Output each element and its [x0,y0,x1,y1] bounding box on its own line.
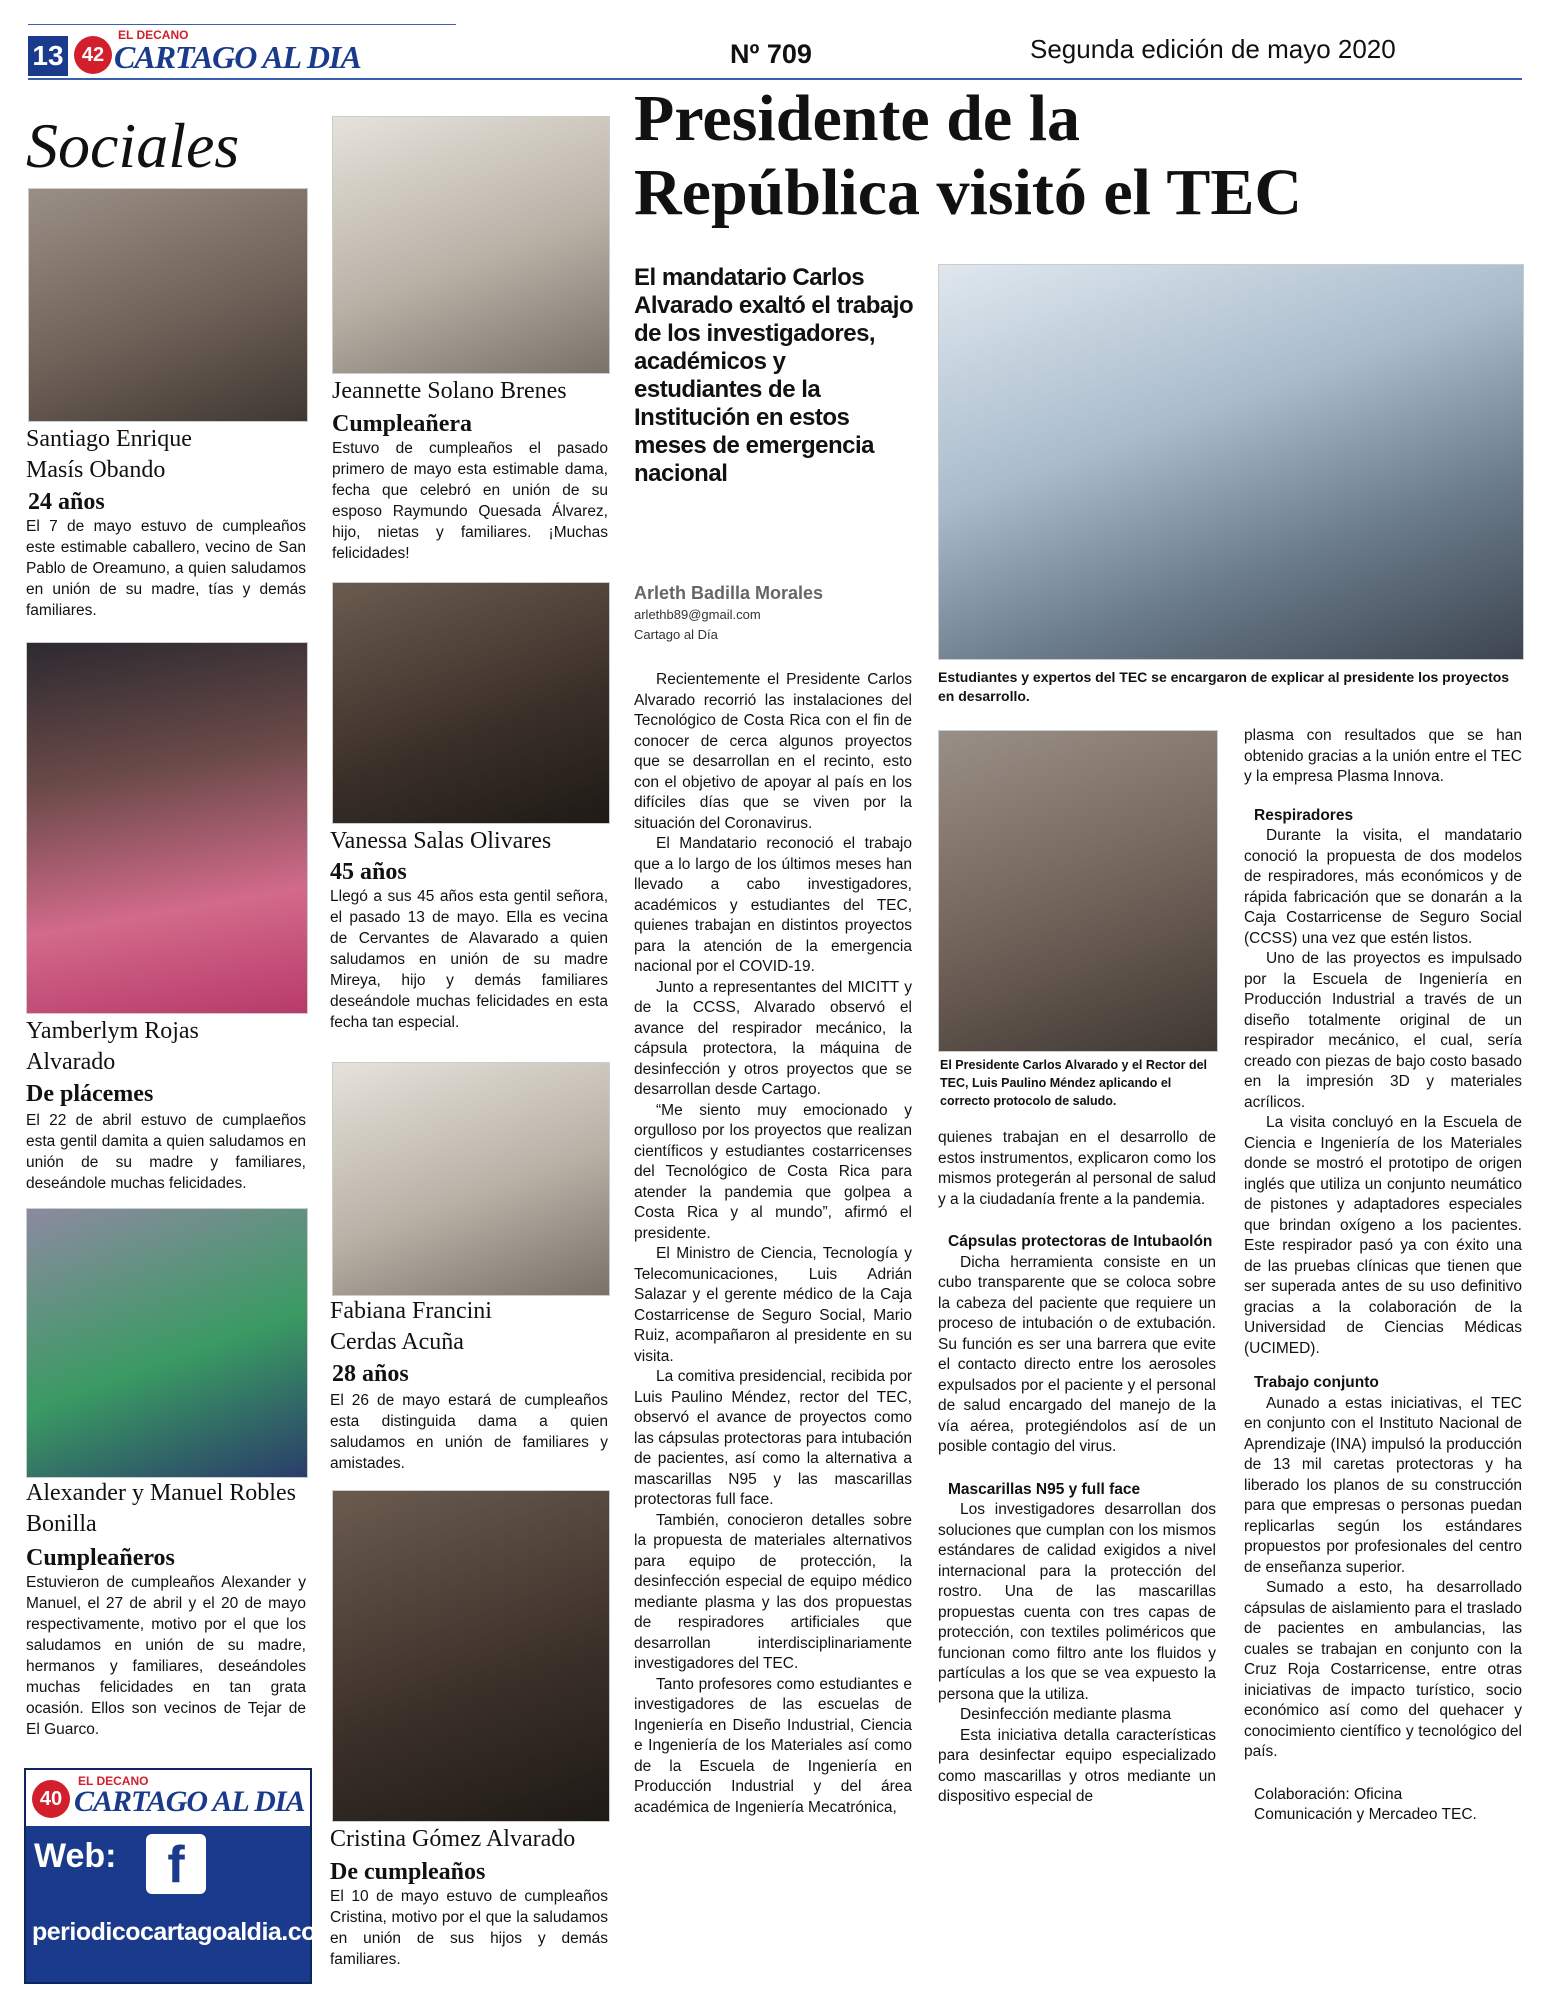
social-text: El 10 de mayo estuvo de cumpleaños Cristina, motivo por el que la saludamos en unión de sus hijos y demás familiares. [330,1888,608,1968]
article-paragraph: Uno de las proyectos es impulsado por la Escuela de Ingeniería en Producción Industrial a través de un diseño totalmente original de un respirador mecánico, el cual, sería creado con piezas de bajo costo basado en la impresión 3D y materiales acrílicos. [1244,950,1522,1111]
article-paragraph: Esta iniciativa detalla características para desinfectar equipo especializado como mascarillas y otros mediante un dispositivo especial de [938,1726,1216,1805]
header-logo[interactable] [74,26,361,78]
social-subtitle: Cumpleañera [332,411,472,437]
facebook-icon[interactable]: f [146,1834,206,1894]
article-col1 [634,670,912,1818]
headline [634,82,1534,230]
issue-number: Nº 709 [730,39,812,69]
author-outlet: Cartago al Día [634,627,718,642]
article-paragraph: Junto a representantes del MICITT y de la CCSS, Alvarado observó el avance del respirador mecánico, la cápsula protectora, la máquina de desinfección y otros proyectos que se desarrollan desde Cartago. [634,978,912,1098]
section-title: Sociales [26,110,240,181]
photo-robles [26,1208,308,1478]
headline-line2: República visitó el TEC [634,156,1303,229]
photo-fabiana [332,1062,610,1296]
social-name: Alexander y Manuel Robles Bonilla [26,1480,296,1537]
promo-box[interactable] [24,1768,338,1984]
photo-lab-visit [938,264,1524,660]
article-paragraph: También, conocieron detalles sobre la propuesta de materiales alternativos para equipo de protección, la desinfección especial de equipo médico mediante plasma y las dos propuestas de respiradores artificiales que desarrollan interdisciplinariamente investigadores del TEC. [634,1511,912,1672]
section-heading: Mascarillas N95 y full face [948,1480,1141,1498]
social-subtitle: 24 años [28,489,105,515]
caption-mid: El Presidente Carlos Alvarado y el Rector del TEC, Luis Paulino Méndez aplicando el correcto protocolo de saludo. [940,1058,1207,1108]
headline-line1: Presidente de la [634,82,1081,155]
social-name: Yamberlym Rojas Alvarado [26,1018,199,1075]
photo-elbow-greeting [938,730,1218,1052]
social-name: Santiago Enrique Masís Obando [26,426,192,483]
promo-small: EL DECANO [78,1774,149,1788]
author-email: arlethb89@gmail.com [634,607,761,622]
article-paragraph: El Ministro de Ciencia, Tecnología y Telecomunicaciones, Luis Adrián Salazar y el gerente médico de la Caja Costarricense de Seguro Social, Mario Ruiz, acompañaron al presidente en su visita. [634,1245,912,1365]
photo-cristina [332,1490,610,1822]
section-heading: Cápsulas protectoras de Intubaolón [948,1233,1213,1250]
article-paragraph: La comitiva presidencial, recibida por Luis Paulino Méndez, rector del TEC, observó el avance de proyectos como las cápsulas protectoras para intubación de pacientes, así como la alternativa a mascarillas N95 y las mascarillas protectoras full face. [634,1368,912,1508]
article-paragraph: Aunado a estas iniciativas, el TEC en conjunto con el Instituto Nacional de Aprendizaje (INA) impulsó la producción de 13 mil caretas protectoras y ha liberado los planos de su construcción para que empresas o personas puedan replicarlas según los estándares propuestos por profesionales del centro de enseñanza superior. [1244,1394,1522,1576]
article-paragraph: Durante la visita, el mandatario conoció la propuesta de dos modelos de respiradores, más económicos y de rápida fabricación que se donarán a la Caja Costarricense de Seguro Social (CCSS) una vez que estén listos. [1244,827,1522,947]
article-col3 [1244,726,1522,1826]
article-paragraph: La visita concluyó en la Escuela de Ciencia e Ingeniería de los Materiales donde se mostró el prototipo de origen inglés que utiliza un conjunto neumático de pistones y adaptadores especiales que brindan oxígeno a los pacientes. Este respirador pasó ya con éxito una de las pruebas clínicas que tienen que ser superada antes de su uso definitivo gracias a la colaboración de la Universidad de Ciencias Médicas (UCIMED). [1244,1114,1522,1357]
article-paragraph: Sumado a esto, ha desarrollado cápsulas de aislamiento para el traslado de pacientes en ambulancias, las cuales se trabajan en conjunto con la Cruz Roja Costarricense, entre otras iniciativas de impacto turístico, socio económico así como del quehacer y conocimiento científico y tecnológico del país. [1244,1579,1522,1760]
header-rule [28,78,1522,80]
logo-badge: 42 [74,36,112,74]
social-text: Estuvieron de cumpleaños Alexander y Manuel, el 27 de abril y el 20 de mayo respectivamente, motivo por el que los saludamos en unión de su madre, hermanos y familiares, deseándoles muchas felicidades en tan grata ocasión. Ellos son vecinos de Tejar de El Guarco. [26,1574,306,1738]
social-name: Vanessa Salas Olivares [330,828,552,854]
edition-date: Segunda edición de mayo 2020 [1030,34,1396,64]
page-number: 13 [28,36,68,76]
header-rule-short [28,24,456,25]
social-text: Llegó a sus 45 años esta gentil señora, el pasado 13 de mayo. Ella es vecina de Cervantes de Alavarado a quien saludamos en unión de su madre Mireya, hijo y demás familiares deseándole muchas felicidades en esta fecha tan especial. [330,888,608,1031]
section-heading: Respiradores [1254,806,1354,824]
social-name: Fabiana Francini Cerdas Acuña [330,1298,492,1355]
social-name: Cristina Gómez Alvarado [330,1826,576,1852]
credit-line: Colaboración: Oficina [1254,1785,1403,1803]
credit-line: Comunicación y Mercadeo TEC. [1254,1806,1477,1823]
article-paragraph: quienes trabajan en el desarrollo de estos instrumentos, explicaron como los mismos protegerán al personal de salud y a la ciudadanía frente a la pandemia. [938,1129,1216,1208]
photo-jeannette [332,116,610,374]
promo-web-label: Web: [34,1837,117,1875]
credit [1244,1785,1522,1826]
logo-name: CARTAGO AL DIA [114,39,361,75]
social-subtitle: De cumpleaños [330,1859,486,1885]
article-paragraph: Dicha herramienta consiste en un cubo transparente que se coloca sobre la cabeza del paciente que requiere un proceso de intubación o de extubación. Su función es ser una barrera que evite el contacto directo entre los aerosoles expulsados por el paciente y el personal de salud encargado del manejo de la vía aérea, protegiéndolos así de un posible contagio del virus. [938,1253,1216,1455]
promo-badge: 40 [32,1780,70,1818]
photo-santiago [28,188,308,422]
social-subtitle: 28 años [332,1361,409,1387]
article-paragraph: Los investigadores desarrollan dos soluciones que cumplan con los mismos estándares de calidad exigidos a nivel internacional para la protección del rostro. Una de las mascarillas propuestas cuenta con tres capas de protección, con textiles poliméricos que funcionan como filtro ante los fluidos y partículas a los que se vea expuesto la persona que la utiliza. [938,1501,1216,1703]
article-paragraph: Tanto profesores como estudiantes e investigadores de las escuelas de Ingeniería en Diseño Industrial, Ciencia e Ingeniería de los Materiales así como de la Escuela de Ingeniería en Producción Industrial y del área académica de Ingeniería Mecatrónica, [634,1675,912,1816]
article-paragraph: Recientemente el Presidente Carlos Alvarado recorrió las instalaciones del Tecnológico de Costa Rica con el fin de conocer de cerca algunos proyectos que se desarrollan en el recinto, esto con el objetivo de apoyar al país en los difíciles días que se viven por la situación del Coronavirus. [634,671,912,832]
caption-top: Estudiantes y expertos del TEC se encargaron de explicar al presidente los proyectos en desarrollo. [938,669,1510,704]
social-text: Estuvo de cumpleaños el pasado primero de mayo esta estimable dama, fecha que celebró en unión de su esposo Raymundo Quesada Álvarez, hijo, nietas y familiares. ¡Muchas felicidades! [332,440,608,562]
article-paragraph: “Me siento muy emocionado y orgulloso por los proyectos que realizan científicos y estudiantes costarricenses del Tecnológico de Costa Rica para atender la pandemia que golpea a Costa Rica y al mundo”, afirmó el presidente. [634,1101,912,1242]
social-text: El 7 de mayo estuvo de cumpleaños este estimable caballero, vecino de San Pablo de Oreamuno, a quien saludamos en unión de su madre, tías y demás familiares. [26,518,306,619]
photo-yamberlym [26,642,308,1014]
social-name: Jeannette Solano Brenes [332,378,567,404]
author-name: Arleth Badilla Morales [634,583,824,603]
social-subtitle: 45 años [330,859,407,885]
article-paragraph: Desinfección mediante plasma [960,1706,1172,1723]
photo-vanessa [332,582,610,824]
social-text: El 26 de mayo estará de cumpleaños esta distinguida dama a quien saludamos en unión de familiares y amistades. [330,1392,608,1472]
social-subtitle: Cumpleañeros [26,1545,175,1571]
article-deck: El mandatario Carlos Alvarado exaltó el trabajo de los investigadores, académicos y estudiantes de la Institución en estos meses de emergencia nacional [634,264,914,487]
article-paragraph: plasma con resultados que se han obtenido gracias a la unión entre el TEC y la empresa Plasma Innova. [1244,727,1522,785]
social-text: El 22 de abril estuvo de cumplaeños esta gentil damita a quien saludamos en unión de su madre y familiares, deseándole muchas felicidades. [26,1112,306,1192]
promo-logo-name: CARTAGO AL DIA [74,1785,305,1818]
logo-small-text: EL DECANO [118,28,189,42]
section-heading: Trabajo conjunto [1254,1374,1379,1391]
social-subtitle: De plácemes [26,1081,154,1107]
article-paragraph: El Mandatario reconoció el trabajo que a lo largo de los últimos meses han llevado a cabo investigadores, académicos y estudiantes del TEC, quienes trabajan en distintos proyectos para la atención de la emergencia nacional por el COVID-19. [634,835,912,975]
article-col2 [938,1128,1216,1808]
promo-url[interactable]: periodicocartagoaldia.com [32,1918,338,1946]
